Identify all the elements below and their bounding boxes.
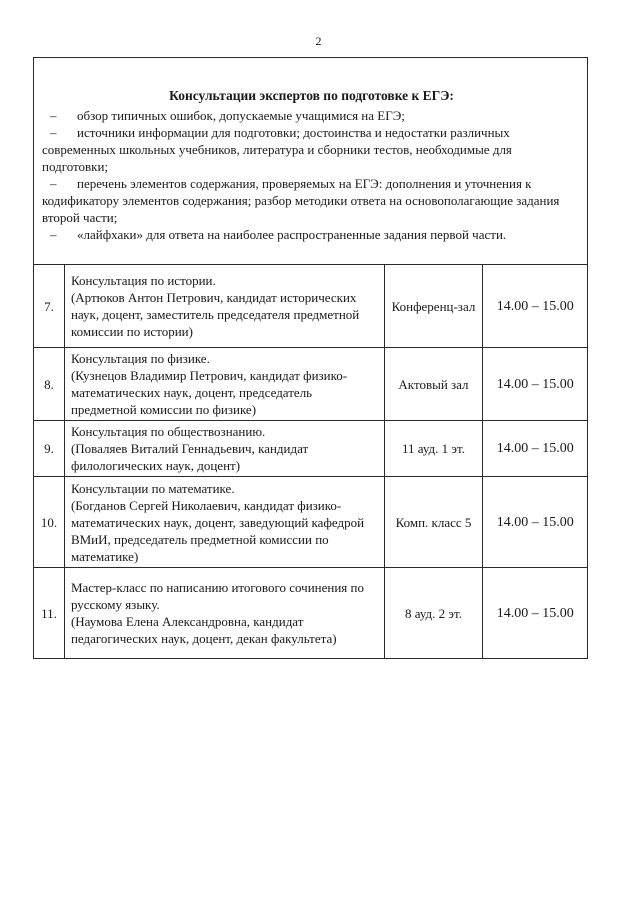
- event-room: Актовый зал: [384, 348, 483, 421]
- event-details: (Поваляев Виталий Геннадьевич, кандидат филологических наук, доцент): [70, 441, 309, 473]
- event-title: Мастер-класс по написанию итогового сочинения по русскому языку.: [70, 580, 364, 612]
- event-description: [64, 348, 384, 421]
- intro-cell: [34, 58, 588, 265]
- event-title: Консультация по физике.: [70, 351, 210, 366]
- event-room: 8 ауд. 2 эт.: [384, 568, 483, 659]
- row-number: 9.: [34, 421, 65, 477]
- event-details: (Богданов Сергей Николаевич, кандидат физико-математических наук, доцент, заведующий кафедрой ВМиИ, председатель предметной комиссии по математике): [70, 497, 365, 564]
- intro-bullet: – источники информации для подготовки; достоинства и недостатки различных современных школьных учебников, литература и сборники тестов, необходимые для подготовки;: [42, 125, 512, 174]
- event-description: [64, 568, 384, 659]
- page-number: 2: [315, 34, 322, 48]
- event-room: Комп. класс 5: [384, 477, 483, 568]
- event-details: (Артюков Антон Петрович, кандидат исторических наук, доцент, заместитель председателя предметной комиссии по истории): [70, 290, 360, 339]
- table-row: [34, 348, 588, 421]
- intro-bullet: – «лайфхаки» для ответа на наиболее распространенные задания первой части.: [50, 227, 507, 242]
- event-time: 14.00 – 15.00: [483, 348, 588, 421]
- table-row: [34, 568, 588, 659]
- event-description: [64, 421, 384, 477]
- event-room: Конференц-зал: [384, 265, 483, 348]
- event-time: 14.00 – 15.00: [483, 421, 588, 477]
- event-time: 14.00 – 15.00: [483, 477, 588, 568]
- row-number: 7.: [34, 265, 65, 348]
- intro-bullet: – перечень элементов содержания, проверяемых на ЕГЭ: дополнения и уточнения к кодификатору элементов содержания; разбор методики ответа на основополагающие задания второй части;: [42, 176, 560, 225]
- event-title: Консультации по математике.: [70, 480, 235, 496]
- intro-bullet: – обзор типичных ошибок, допускаемые учащимися на ЕГЭ;: [50, 108, 405, 123]
- row-number: 11.: [34, 568, 65, 659]
- event-time: 14.00 – 15.00: [483, 568, 588, 659]
- table-row: [34, 421, 588, 477]
- consultation-schedule-table: [33, 57, 588, 659]
- event-title: Консультация по обществознанию.: [70, 424, 266, 439]
- row-number: 8.: [34, 348, 65, 421]
- table-row: [34, 477, 588, 568]
- row-number: 10.: [34, 477, 65, 568]
- event-time: 14.00 – 15.00: [483, 265, 588, 348]
- event-details: (Кузнецов Владимир Петрович, кандидат физико-математических наук, доцент, председатель предметной комиссии по физике): [70, 368, 348, 417]
- intro-title: Консультации экспертов по подготовке к ЕГЭ:: [169, 88, 454, 103]
- table-row: [34, 265, 588, 348]
- event-description: [64, 265, 384, 348]
- event-details: (Наумова Елена Александровна, кандидат педагогических наук, доцент, декан факультета): [70, 614, 337, 646]
- event-room: 11 ауд. 1 эт.: [384, 421, 483, 477]
- event-title: Консультация по истории.: [70, 273, 216, 288]
- intro-row: [34, 58, 588, 265]
- event-description: [64, 477, 384, 568]
